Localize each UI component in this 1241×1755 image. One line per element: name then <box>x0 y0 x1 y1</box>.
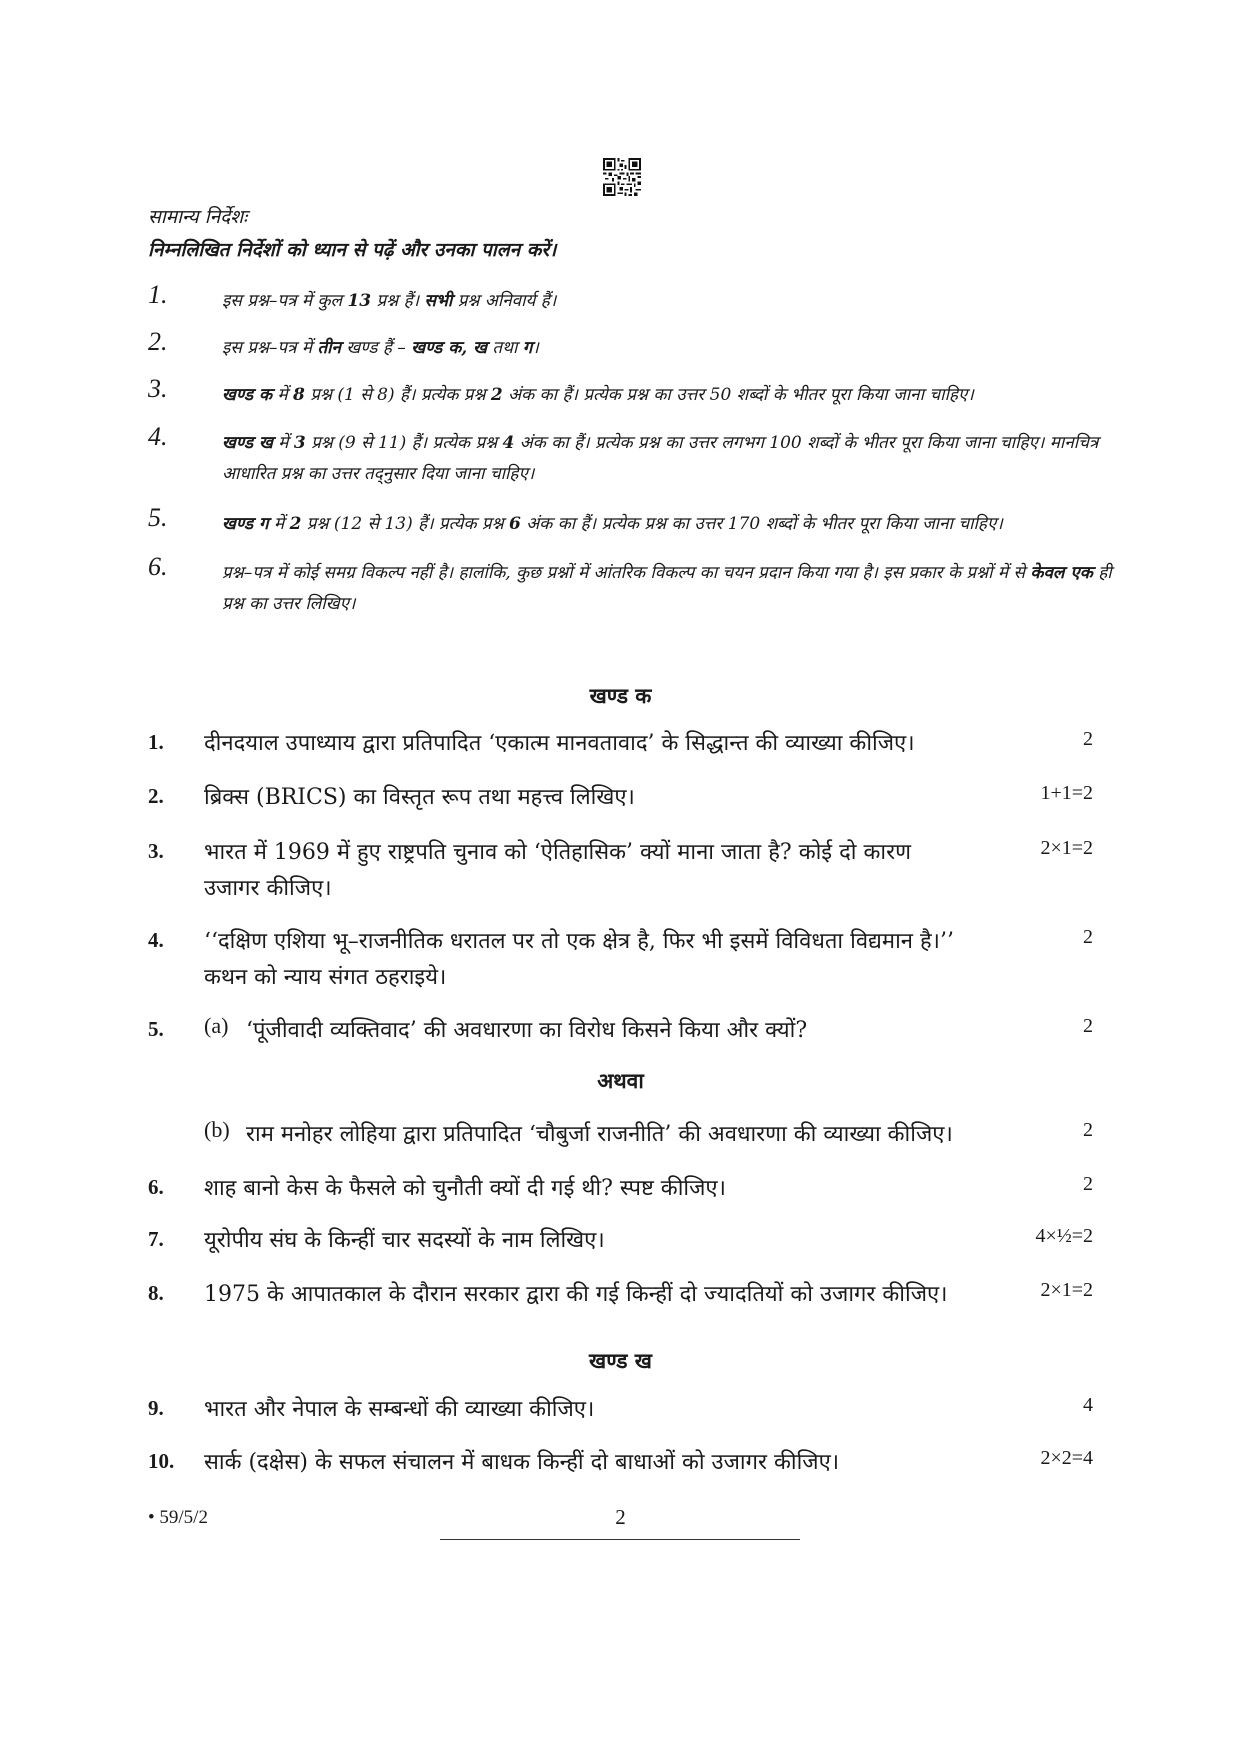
instruction-text: प्रश्न–पत्र में कोई समग्र विकल्प नहीं है। हालांकि, कुछ प्रश्नों में आंतरिक विकल्प का चयन प्रदान किया गया है। इस प्रकार के प्रश्नों में से केवल एक ही प्रश्न का उत्तर लिखिए। <box>222 563 1112 614</box>
question-sub-label: (b) <box>204 1117 230 1142</box>
question-number: 2. <box>148 784 164 808</box>
instruction-text: खण्ड ग में 2 प्रश्न (12 से 13) हैं। प्रत्येक प्रश्न 6 अंक का हैं। प्रत्येक प्रश्न का उत्तर 170 शब्दों के भीतर पूरा किया जाना चाहिए। <box>222 514 1003 534</box>
instruction-text: इस प्रश्न–पत्र में कुल 13 प्रश्न हैं। सभी प्रश्न अनिवार्य हैं। <box>222 291 557 311</box>
question-sub-label: (a) <box>204 1013 229 1038</box>
instruction-number: 3. <box>148 374 168 403</box>
question-number: 8. <box>148 1281 164 1305</box>
instruction-number: 2. <box>148 327 168 356</box>
question-marks: 2 <box>1083 926 1093 948</box>
question-number: 1. <box>148 730 164 754</box>
question-marks: 2 <box>1083 1173 1093 1195</box>
question-marks: 2×2=4 <box>1040 1447 1093 1469</box>
qr-code-icon <box>603 158 641 196</box>
question-text: ब्रिक्स (BRICS) का विस्तृत रूप तथा महत्त्व लिखिए। <box>204 785 635 810</box>
question-text: शाह बानो केस के फैसले को चुनौती क्यों दी गई थी? स्पष्ट कीजिए। <box>204 1176 726 1201</box>
question-marks: 2 <box>1083 1015 1093 1037</box>
question-number: 6. <box>148 1175 164 1199</box>
instruction-number: 5. <box>148 503 168 532</box>
question-marks: 4×½=2 <box>1035 1225 1093 1247</box>
instruction-text: खण्ड ख में 3 प्रश्न (9 से 11) हैं। प्रत्येक प्रश्न 4 अंक का हैं। प्रत्येक प्रश्न का उत्तर लगभग 100 शब्दों के भीतर पूरा किया जाना चाहिए। मानचित्र आधारित प्रश्न का उत्तर तद्नुसार दिया जाना चाहिए। <box>222 433 1099 484</box>
question-number: 9. <box>148 1396 164 1420</box>
page-number: 2 <box>615 1505 626 1529</box>
question-marks: 2 <box>1083 728 1093 750</box>
instruction-text: खण्ड क में 8 प्रश्न (1 से 8) हैं। प्रत्येक प्रश्न 2 अंक का हैं। प्रत्येक प्रश्न का उत्तर 50 शब्दों के भीतर पूरा किया जाना चाहिए। <box>222 385 974 405</box>
question-number: 5. <box>148 1017 164 1041</box>
question-number: 10. <box>148 1449 175 1473</box>
question-marks: 2×1=2 <box>1040 1279 1093 1301</box>
section-b-heading: खण्ड ख <box>589 1348 652 1373</box>
question-text: दीनदयाल उपाध्याय द्वारा प्रतिपादित ‘एकात्म मानवतावाद’ के सिद्धान्त की व्याख्या कीजिए। <box>204 731 915 756</box>
question-number: 7. <box>148 1227 164 1251</box>
question-text: भारत में 1969 में हुए राष्ट्रपति चुनाव को ‘ऐतिहासिक’ क्यों माना जाता है? कोई दो कारण उजागर कीजिए। <box>204 840 911 901</box>
general-instructions-heading: सामान्य निर्देशः <box>148 206 248 228</box>
question-text: 1975 के आपातकाल के दौरान सरकार द्वारा की गई किन्हीं दो ज्यादतियों को उजागर कीजिए। <box>204 1282 948 1307</box>
question-text: यूरोपीय संघ के किन्हीं चार सदस्यों के नाम लिखिए। <box>204 1228 605 1253</box>
question-number: 3. <box>148 839 164 863</box>
instruction-number: 4. <box>148 422 168 451</box>
question-text: राम मनोहर लोहिया द्वारा प्रतिपादित ‘चौबुर्जा राजनीति’ की अवधारणा की व्याख्या कीजिए। <box>246 1122 953 1147</box>
question-text: ‘पूंजीवादी व्यक्तिवाद’ की अवधारणा का विरोध किसने किया और क्यों? <box>246 1018 808 1043</box>
or-label: अथवा <box>597 1068 644 1093</box>
question-marks: 2×1=2 <box>1040 837 1093 859</box>
question-text: सार्क (दक्षेस) के सफल संचालन में बाधक किन्हीं दो बाधाओं को उजागर कीजिए। <box>204 1450 840 1475</box>
question-text: भारत और नेपाल के सम्बन्धों की व्याख्या कीजिए। <box>204 1397 595 1422</box>
general-instructions-subheading: निम्नलिखित निर्देशों को ध्यान से पढ़ें और उनका पालन करें। <box>148 239 557 261</box>
section-a-heading: खण्ड क <box>589 683 652 708</box>
question-marks: 4 <box>1083 1394 1093 1416</box>
question-number: 4. <box>148 928 164 952</box>
paper-code: • 59/5/2 <box>148 1507 208 1528</box>
question-text: ‘‘दक्षिण एशिया भू–राजनीतिक धरातल पर तो एक क्षेत्र है, फिर भी इसमें विविधता विद्यमान है।’’ कथन को न्याय संगत ठहराइये। <box>204 929 954 990</box>
instruction-text: इस प्रश्न–पत्र में तीन खण्ड हैं – खण्ड क, ख तथा ग। <box>222 338 539 358</box>
instruction-number: 1. <box>148 280 168 309</box>
instruction-number: 6. <box>148 552 168 581</box>
footer-divider <box>440 1539 800 1540</box>
question-marks: 2 <box>1083 1119 1093 1141</box>
question-marks: 1+1=2 <box>1040 782 1093 804</box>
